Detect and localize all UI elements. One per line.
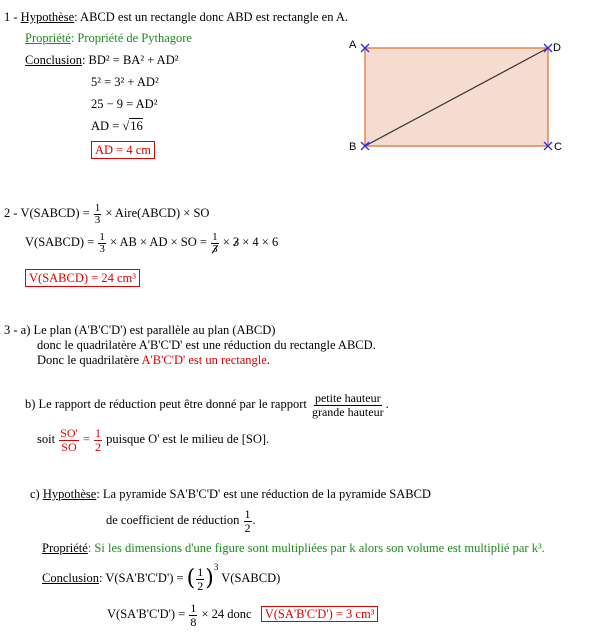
s1-equation-4 — [91, 118, 143, 134]
frac-num: 1 — [197, 564, 204, 579]
s1-hypothesis-label: Hypothèse — [20, 10, 75, 24]
s3c-hypothesis-line — [30, 486, 431, 502]
vertex-label-b: B — [349, 141, 357, 153]
vertex-label-d: D — [553, 42, 561, 54]
s3c-conclusion-label: Conclusion — [42, 571, 99, 585]
s3b-line-2: soit $\frac{SO'}{SO}$ = $\frac{1}{2}$ puisque O' est le milieu de [SO]. — [37, 425, 270, 454]
s3c-eq1-left: : V(SA'B'C'D') = — [98, 571, 184, 585]
frac-den: 2 — [244, 520, 251, 535]
s3b-soit: soit — [37, 432, 56, 446]
s1-hypothesis-line — [4, 9, 348, 25]
s3b-text: b) Le rapport de réduction peut être donné par le rapport — [25, 397, 307, 411]
s1-equation-1: : BD² = BA² + AD² — [81, 53, 179, 67]
frac-num: petite hauteur — [314, 390, 381, 405]
right-paren: ) — [205, 566, 214, 592]
frac-den: 3 — [94, 213, 101, 226]
rectangle-figure — [345, 36, 570, 158]
s1-property-line — [25, 30, 192, 46]
s2-l2-end: × 4 × 6 — [242, 235, 279, 249]
s3c-eq2-left: V(SA'B'C'D') = — [107, 607, 186, 621]
one-eighth-fraction — [189, 602, 197, 629]
frac-den-cancelled: 3 — [212, 242, 218, 255]
s3c-eq2-right: × 24 donc — [201, 607, 252, 621]
s3c-hypothesis-text: : La pyramide SA'B'C'D' est une réduction de la pyramide SABCD — [96, 487, 431, 501]
s3c-conclusion-line — [42, 562, 280, 594]
s1-equation-3: 25 − 9 = AD² — [91, 97, 158, 111]
sqrt-symbol: √ — [122, 119, 130, 133]
one-third-fraction — [94, 203, 102, 226]
s3a-line-2: donc le quadrilatère A'B'C'D' est une réduction du rectangle ABCD. — [37, 338, 376, 352]
s3c-hypothesis-line-2: de coefficient de réduction $\frac{1}{2}$ . — [106, 506, 256, 535]
s3c-coef-text: de coefficient de réduction — [106, 513, 240, 527]
s2-l1-right: × Aire(ABCD) × SO — [105, 206, 210, 220]
s1-property-label: Propriété — [25, 31, 71, 45]
left-paren: ( — [186, 566, 196, 592]
s2-l2-mid: × AB × AD × SO = — [109, 235, 207, 249]
s3c-property-line — [42, 540, 545, 556]
s3a-text-3-black: Donc le quadrilatère — [37, 353, 140, 367]
s2-line-2 — [25, 229, 278, 255]
s2-l1-left: V(SABCD) = — [20, 206, 90, 220]
frac-num: 1 — [190, 600, 197, 615]
frac-den: 8 — [190, 614, 197, 629]
frac-num: 1 — [94, 201, 101, 214]
frac-den: 2 — [197, 578, 204, 593]
height-ratio-fraction — [311, 392, 385, 419]
s1-result-box: AD = 4 cm — [91, 141, 155, 159]
frac-den: grande hauteur — [311, 404, 384, 419]
s1-equation-2: 5² = 3² + AD² — [91, 75, 159, 89]
s3a-text-1: Le plan (A'B'C'D') est parallèle au plan (ABCD) — [33, 323, 276, 337]
s3c-eq1-right: V(SABCD) — [221, 571, 281, 585]
s3a-line-3: Donc le quadrilatère A'B'C'D' est un rectangle. — [37, 353, 270, 367]
s3c-property-label: Propriété — [42, 541, 88, 555]
s2-number: 2 - — [4, 206, 18, 220]
frac-num: 1 — [99, 230, 105, 243]
one-half-fraction — [94, 427, 102, 454]
one-half-fraction — [244, 508, 252, 535]
s1-property-text: : Propriété de Pythagore — [70, 31, 192, 45]
s1-conclusion-label: Conclusion — [25, 53, 82, 67]
s3c-property-text: : Si les dimensions d'une figure sont multipliées par k alors son volume est multiplié par k³. — [87, 541, 545, 555]
one-third-fraction — [98, 232, 106, 255]
power-3: 3 — [213, 562, 219, 572]
frac-den: 2 — [95, 439, 102, 454]
frac-den: 3 — [99, 242, 105, 255]
s1-conclusion-line — [25, 52, 179, 68]
s2-line-1 — [4, 200, 209, 226]
s3c-hypothesis-label: Hypothèse — [42, 487, 97, 501]
vertex-label-c: C — [554, 141, 562, 153]
so-ratio-fraction — [59, 427, 79, 454]
s3-number: 3 - a) — [4, 323, 31, 337]
frac-num: 1 — [244, 506, 251, 521]
one-half-fraction — [196, 566, 204, 593]
s3c-result-box: V(SA'B'C'D') = 3 cm³ — [261, 606, 379, 622]
s3a-line-1 — [4, 322, 275, 338]
frac-num: 1 — [95, 425, 102, 440]
frac-den: SO — [61, 439, 77, 454]
frac-num: 1 — [212, 230, 218, 243]
s3b-line-1: b) Le rapport de réduction peut être donné par le rapport $\frac{\text{petite hauteur}}{\text{grande hauteur}}$ . — [25, 390, 389, 419]
s2-cancelled-three: 3 — [233, 229, 239, 255]
s2-l2-left: V(SABCD) = — [25, 235, 95, 249]
s3c-label: c) — [30, 487, 40, 501]
s2-times: × — [222, 235, 230, 249]
frac-num: SO' — [60, 425, 78, 440]
s1-eq4-radicand: 16 — [130, 119, 143, 133]
s1-hypothesis-text: : ABCD est un rectangle donc ABD est rectangle en A. — [74, 10, 349, 24]
s1-number: 1 - — [4, 10, 18, 24]
vertex-label-a: A — [349, 39, 357, 51]
s3a-text-3-red: A'B'C'D' est un rectangle — [141, 353, 267, 367]
s3b-end: puisque O' est le milieu de [SO]. — [106, 432, 270, 446]
s2-result-box: V(SABCD) = 24 cm³ — [25, 269, 140, 287]
s1-eq4-left: AD = — [91, 119, 123, 133]
cancelled-fraction — [211, 232, 219, 255]
s3c-equation-2 — [107, 599, 378, 629]
